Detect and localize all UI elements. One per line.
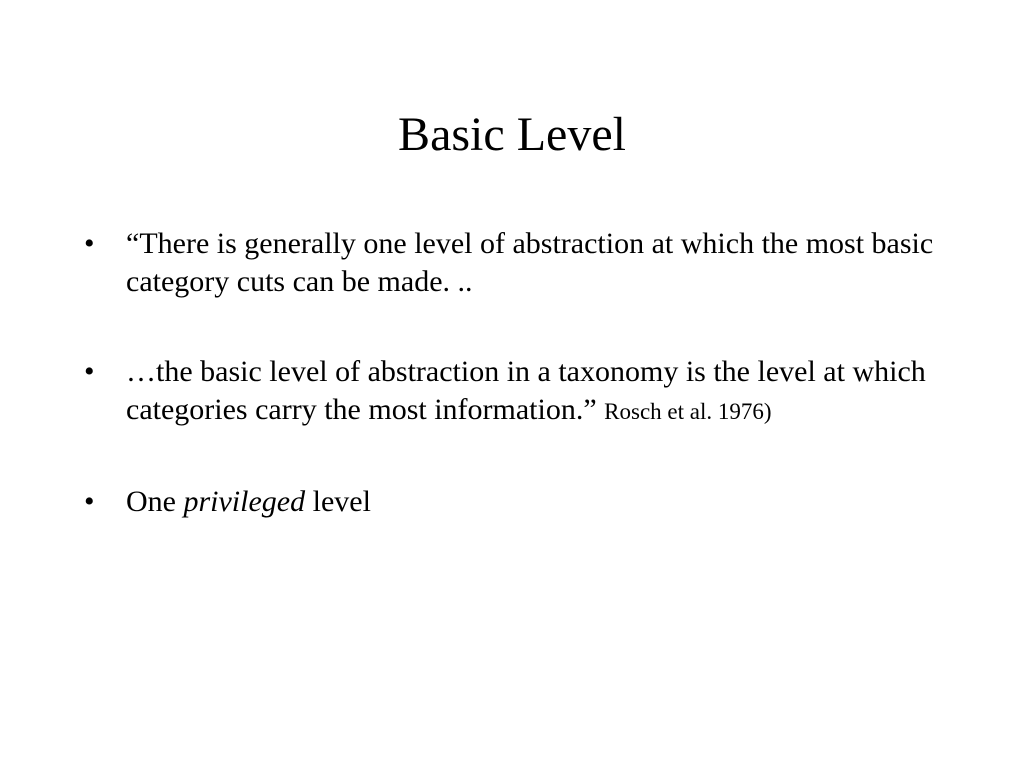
bullet-icon: • <box>84 485 95 518</box>
bullet-text: “There is generally one level of abstraction at which the most basic category cuts can be made. .. <box>126 227 934 298</box>
bullet-list <box>84 225 984 521</box>
bullet-icon: • <box>84 355 95 388</box>
bullet-icon: • <box>84 227 95 260</box>
bullet-item-privileged <box>84 483 984 521</box>
slide-title: Basic Level <box>398 108 626 161</box>
bullet-text-emphasis: privileged <box>183 485 306 518</box>
bullet-text-suffix: level <box>312 485 371 518</box>
bullet-text: …the basic level of abstraction in a taxonomy is the level at which categories carry the most information.” <box>126 355 926 426</box>
bullet-item-taxonomy <box>84 353 984 431</box>
bullet-text-prefix: One <box>126 485 176 518</box>
citation: Rosch et al. 1976) <box>604 399 772 424</box>
bullet-item-quote <box>84 225 984 301</box>
